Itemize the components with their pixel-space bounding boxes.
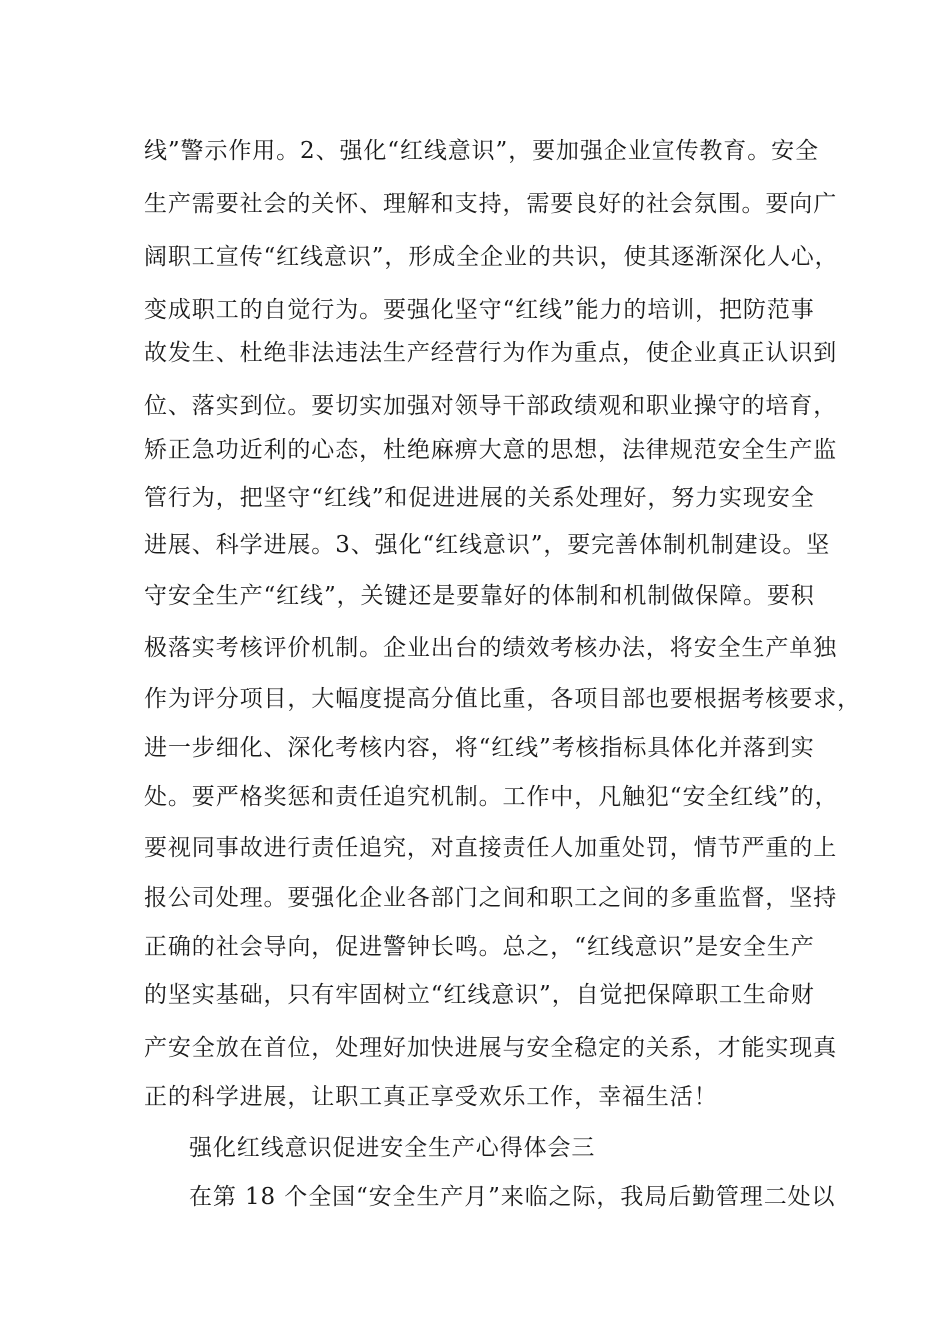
body-line: 正确的社会导向，促进警钟长鸣。总之，“红线意识”是安全生产 xyxy=(144,934,815,960)
body-line: 正的科学进展，让职工真正享受欢乐工作，幸福生活！ xyxy=(144,1084,718,1110)
body-line: 生产需要社会的关怀、理解和支持，需要良好的社会氛围。要向广 xyxy=(144,191,838,217)
paragraph-start: 在第 18 个全国“安全生产月”来临之际，我局后勤管理二处以 xyxy=(189,1184,836,1210)
body-line: 线”警示作用。2、强化“红线意识”，要加强企业宣传教育。安全 xyxy=(144,138,819,164)
body-line: 的坚实基础，只有牢固树立“红线意识”，自觉把保障职工生命财 xyxy=(144,982,815,1008)
body-line: 作为评分项目，大幅度提高分值比重，各项目部也要根据考核要求， xyxy=(144,686,861,712)
body-line: 要视同事故进行责任追究，对直接责任人加重处罚，情节严重的上 xyxy=(144,835,838,861)
body-line: 极落实考核评价机制。企业出台的绩效考核办法，将安全生产单独 xyxy=(144,635,838,661)
body-line: 矫正急功近利的心态，杜绝麻痹大意的思想，法律规范安全生产监 xyxy=(144,437,838,463)
body-line: 管行为，把坚守“红线”和促进进展的关系处理好，努力实现安全 xyxy=(144,485,815,511)
body-line: 报公司处理。要强化企业各部门之间和职工之间的多重监督，坚持 xyxy=(144,885,838,911)
body-line: 阔职工宣传“红线意识”，形成全企业的共识，使其逐渐深化人心， xyxy=(144,244,839,270)
body-line: 产安全放在首位，处理好加快进展与安全稳定的关系，才能实现真 xyxy=(144,1035,838,1061)
body-line: 守安全生产“红线”，关键还是要靠好的体制和机制做保障。要积 xyxy=(144,583,815,609)
body-line: 故发生、杜绝非法违法生产经营行为作为重点，使企业真正认识到 xyxy=(144,340,838,366)
body-line: 进展、科学进展。3、强化“红线意识”，要完善体制机制建设。坚 xyxy=(144,532,831,558)
body-line: 处。要严格奖惩和责任追究机制。工作中，凡触犯“安全红线”的， xyxy=(144,784,839,810)
body-line: 位、落实到位。要切实加强对领导干部政绩观和职业操守的培育， xyxy=(144,393,838,419)
body-line: 变成职工的自觉行为。要强化坚守“红线”能力的培训，把防范事 xyxy=(144,297,815,323)
body-line: 进一步细化、深化考核内容，将“红线”考核指标具体化并落到实 xyxy=(144,735,815,761)
section-title: 强化红线意识促进安全生产心得体会三 xyxy=(189,1135,596,1161)
